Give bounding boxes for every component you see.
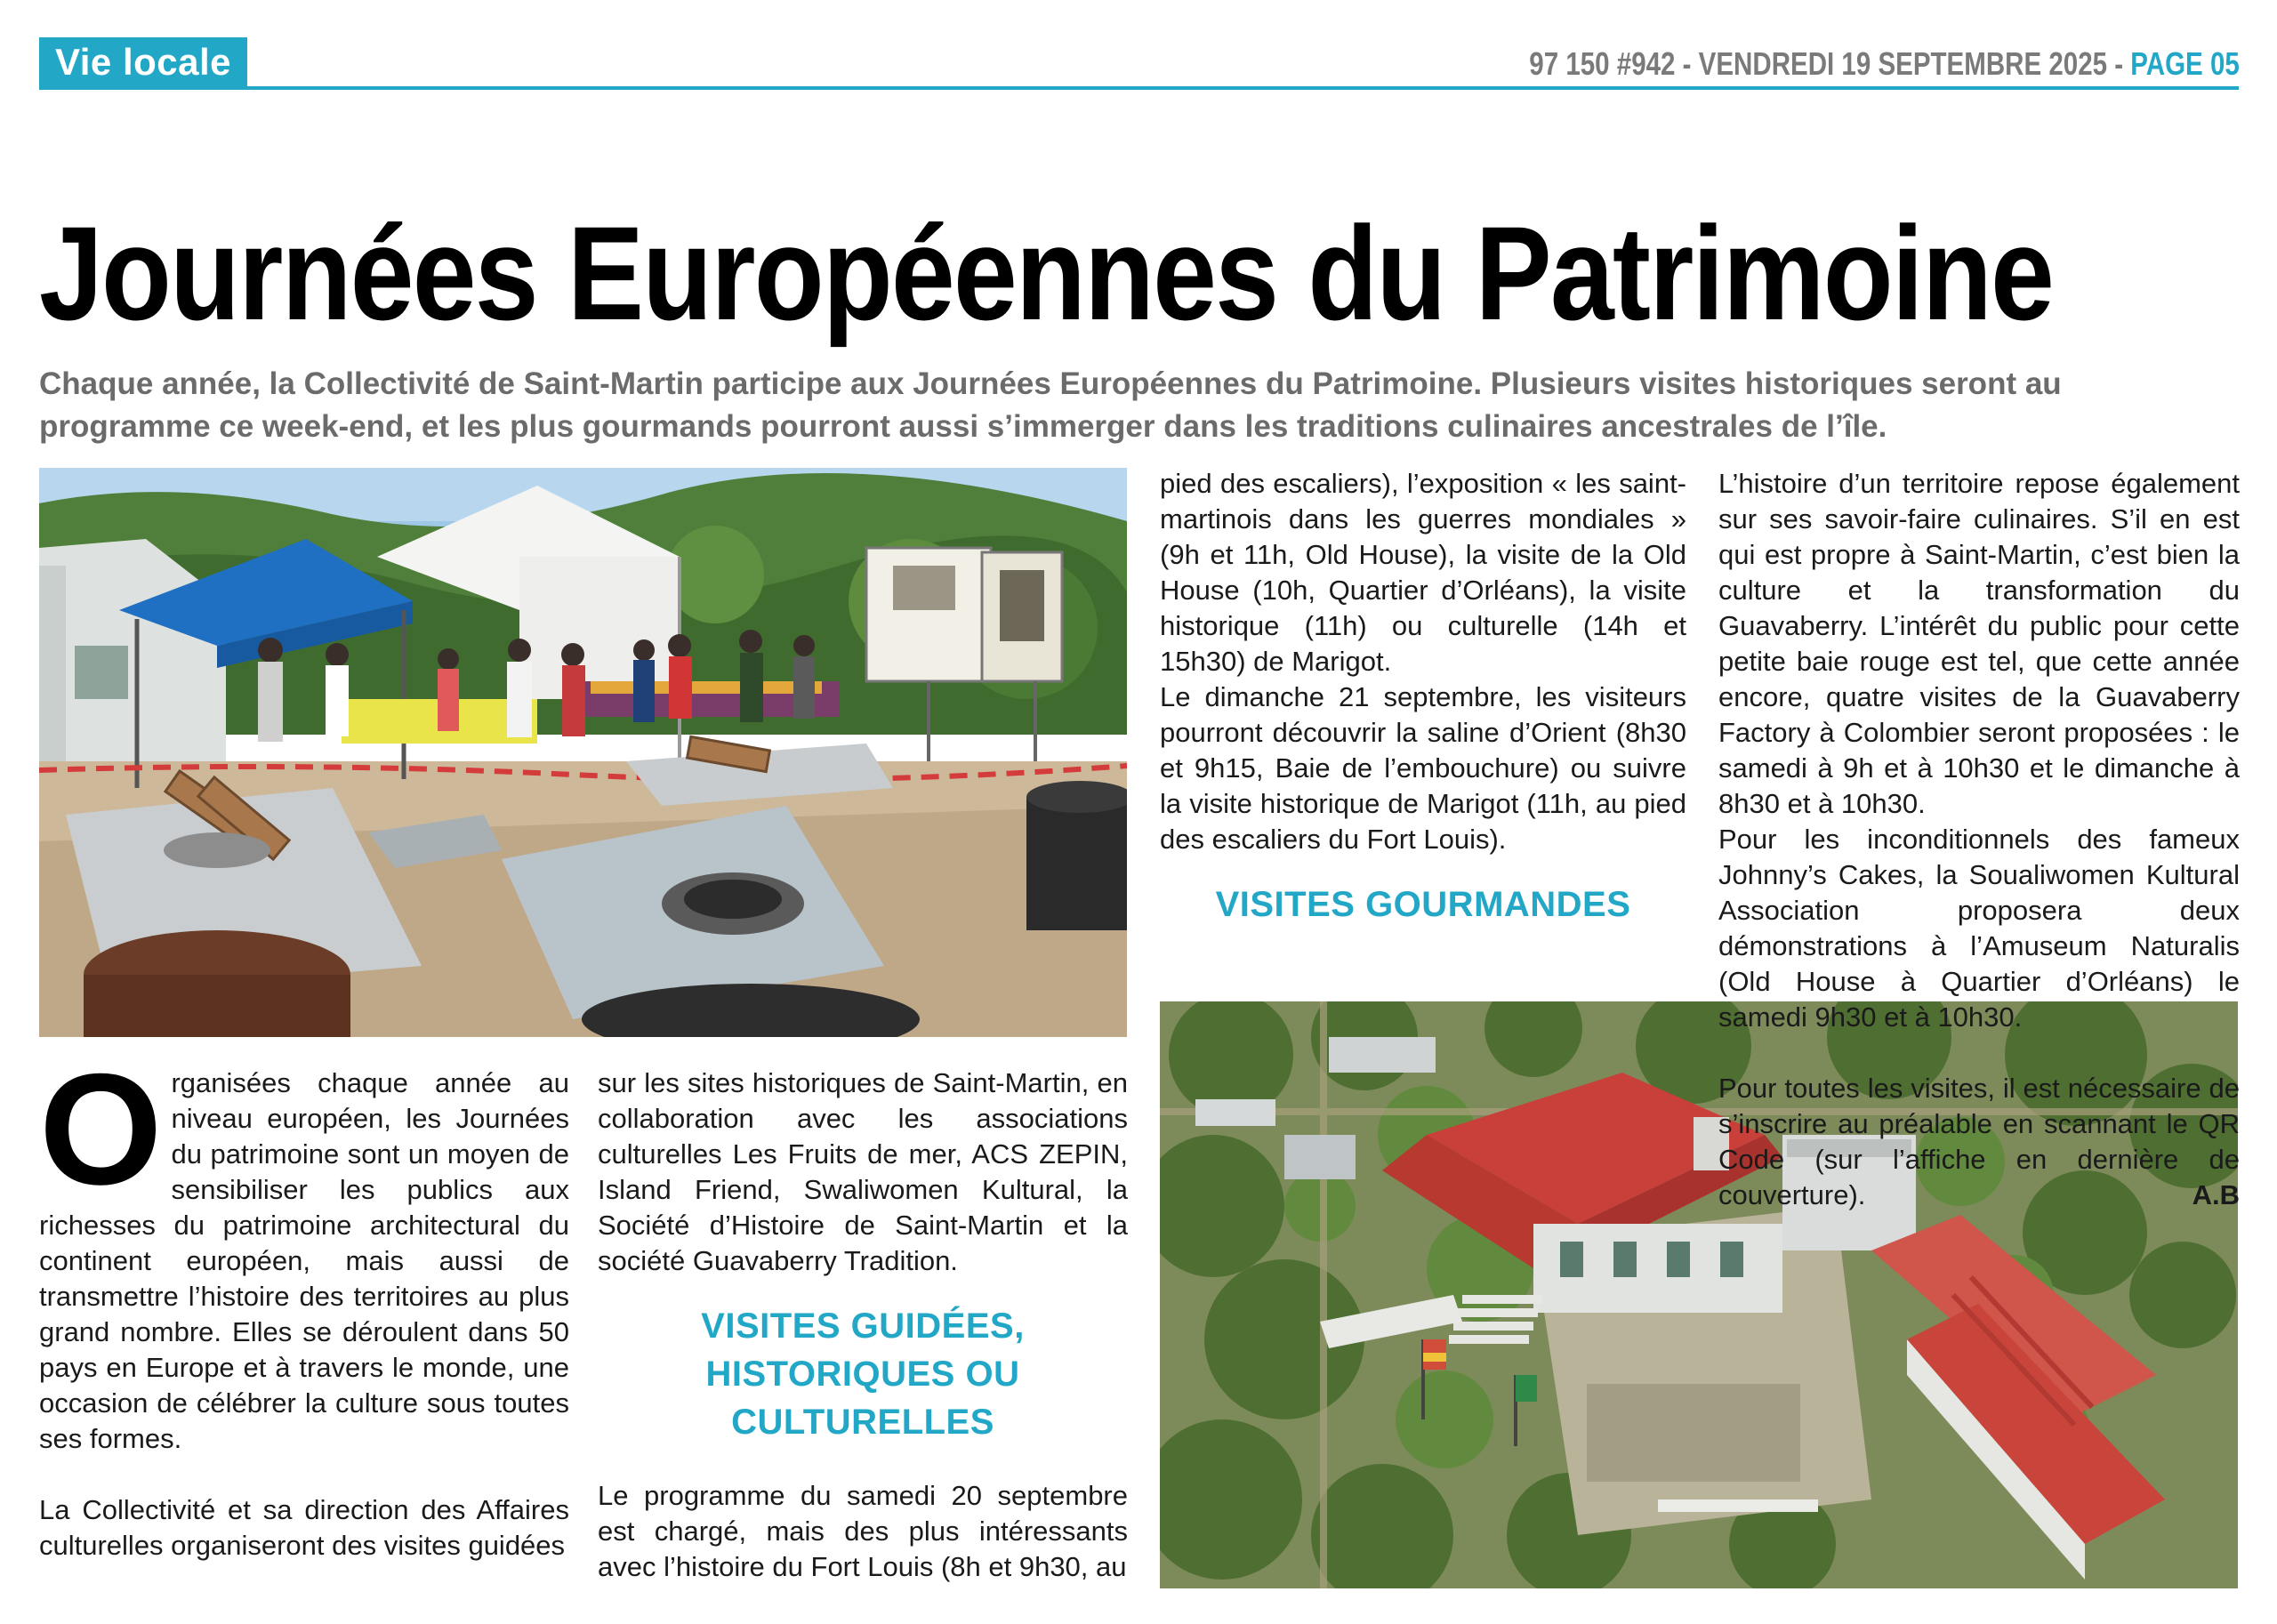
article-paragraph-4: Le dimanche 21 septembre, les visiteurs pourront découvrir la saline d’Orient (8h30 et 9h15, Baie de l’embouchure) ou suivre la visite historique de Marigot (11h, au pied des escaliers du Fort Louis). bbox=[1160, 681, 1686, 855]
issue-date: 97 150 #942 - VENDREDI 19 SEPTEMBRE 2025 - bbox=[1529, 45, 2131, 82]
paragraph-1-text: rganisées chaque année au niveau européen, les Journées du patrimoine sont un moyen de sensibiliser les publics aux richesses du patrimoine architectural du continent européen, mais aussi de transmettre l’histoire des territoires au plus grand nombre. Elles se déroulent dans 50 pays en Europe et à travers le monde, une occasion de célébrer la culture sous toutes ses formes. bbox=[39, 1067, 569, 1454]
article-paragraph-1 bbox=[39, 1041, 569, 1457]
article-standfirst: Chaque année, la Collectivité de Saint-Martin participe aux Journées Européennes du Patrimoine. Plusieurs visites historiques seront au programme ce week-end, et les plus gourmands pourront aussi s’immerger dans les traditions culinaires ancestrales de l’île. bbox=[39, 366, 2062, 444]
article-column-1 bbox=[39, 1041, 569, 1564]
article-title: Journées Européennes du Patrimoine bbox=[39, 198, 2054, 348]
article-paragraph-3-continued: pied des escaliers), l’exposition « les saint-martinois dans les guerres mondiales » (9h et 11h, Old House), la visite de la Old House (10h, Quartier d’Orléans), la visite historique (11h) ou culturelle (14h et 15h30) de Marigot. bbox=[1160, 468, 1686, 677]
article-column-4 bbox=[1718, 466, 2240, 1213]
article-paragraph-2-continued: sur les sites historiques de Saint-Martin, en collaboration avec les associations culturelles Les Fruits de mer, ACS ZEPIN, Island Friend, Swaliwomen Kultural, la Société d’Histoire de Saint-Martin et la société Guavaberry Tradition. bbox=[598, 1067, 1128, 1276]
issue-info bbox=[1529, 41, 2240, 87]
page-number: PAGE 05 bbox=[2130, 45, 2240, 82]
article-paragraph-5-continued: L’histoire d’un territoire repose également sur ses savoir-faire culinaires. S’il en est qui est propre à Saint-Martin, c’est bien la culture et la transformation du Guavaberry. L’intérêt du public pour cette petite baie rouge est tel, que cette année encore, quatre visites de la Guavaberry Factory à Colombier seront proposées : le samedi à 9h et à 10h30 et le dimanche à 8h30 et à 10h30. bbox=[1718, 468, 2240, 819]
author-signature: A.B bbox=[2192, 1179, 2240, 1210]
article-paragraph-3: Le programme du samedi 20 septembre est chargé, mais des plus intéressants avec l’histoire du Fort Louis (8h et 9h30, au bbox=[598, 1480, 1128, 1582]
paragraph-7-text: Pour toutes les visites, il est nécessaire de s’inscrire au préalable en scannant le QR Code (sur l’affiche en dernière de couverture). bbox=[1718, 1073, 2240, 1210]
section-rubric: Vie locale bbox=[39, 37, 247, 87]
subhead-guided-visits: VISITES GUIDÉES, HISTORIQUES OU CULTURELLES bbox=[701, 1306, 1025, 1442]
article-column-3 bbox=[1160, 466, 1686, 961]
drop-cap: O bbox=[39, 1041, 163, 1218]
article-paragraph-7 bbox=[1718, 1071, 2240, 1213]
article-column-2 bbox=[598, 1065, 1128, 1585]
subhead-gourmet-visits: VISITES GOURMANDES bbox=[1215, 885, 1631, 924]
article-paragraph-6: Pour les inconditionnels des fameux Johnny’s Cakes, la Soualiwomen Kultural Association proposera deux démonstrations à l’Amuseum Naturalis (Old House à Quartier d’Orléans) le samedi 9h30 et à 10h30. bbox=[1718, 824, 2240, 1033]
article-paragraph-2: La Collectivité et sa direction des Affaires culturelles organiseront des visites guidées bbox=[39, 1494, 569, 1561]
photo-heritage-market bbox=[39, 468, 1127, 1037]
